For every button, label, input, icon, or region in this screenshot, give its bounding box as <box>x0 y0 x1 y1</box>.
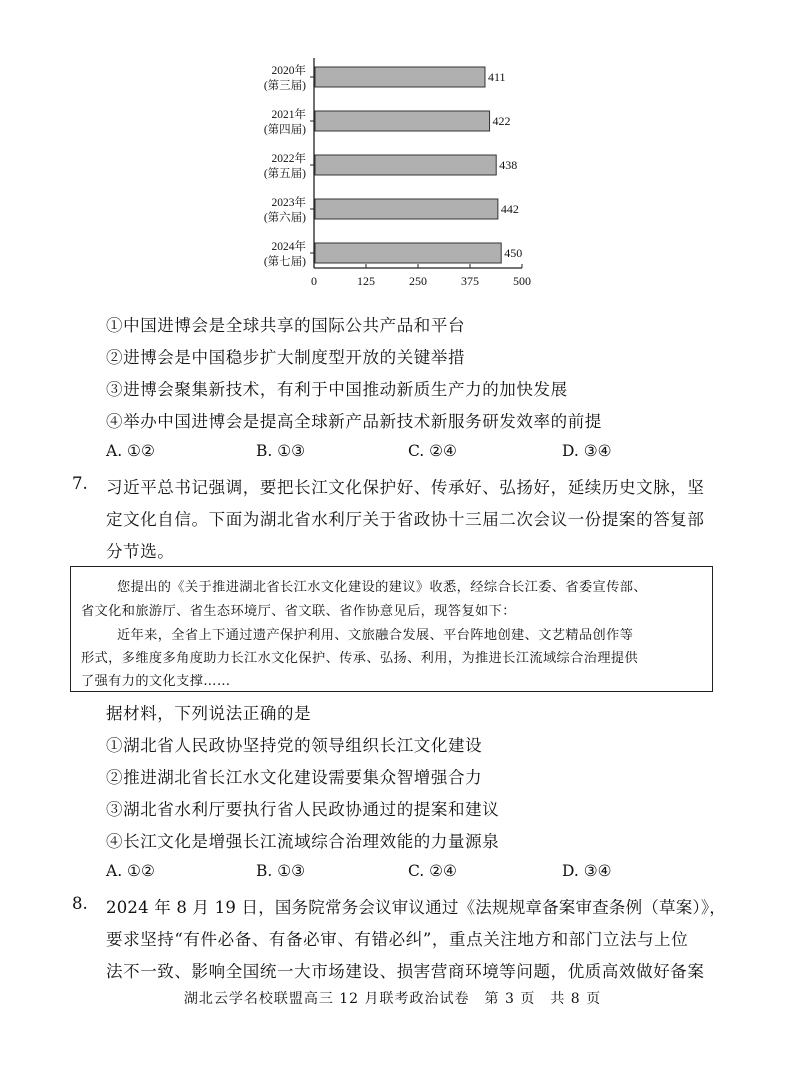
y-category-session: (第三届) <box>263 80 306 92</box>
q7-item-3: ③湖北省水利厅要执行省人民政协通过的提案和建议 <box>106 800 500 819</box>
q8-stem-line-1: 2024 年 8 月 19 日，国务院常务会议审议通过《法规规章备案审查条例（草案）》， <box>106 898 727 917</box>
material-line-5: 了强有力的文化支撑…… <box>81 674 231 689</box>
y-category-session: (第四届) <box>263 124 306 136</box>
q7-option-d[interactable]: D. ③④ <box>562 862 612 880</box>
x-tick-label: 125 <box>357 274 375 288</box>
bar <box>315 155 496 175</box>
bar-value-label: 411 <box>487 70 506 84</box>
q7-option-a[interactable]: A. ①② <box>106 862 155 880</box>
bar-value-label: 450 <box>504 246 523 260</box>
q7-stem-line-3: 分节选。 <box>106 542 175 561</box>
q7-stem-line-2: 定文化自信。下面为湖北省水利厅关于省政协十三届二次会议一份提案的答复部 <box>106 510 705 529</box>
y-category-year: 2024年 <box>271 241 306 253</box>
q7-item-4: ④长江文化是增强长江流域综合治理效能的力量源泉 <box>106 832 500 851</box>
material-line-2: 省文化和旅游厅、省生态环境厅、省文联、省作协意见后，现答复如下： <box>81 604 516 619</box>
material-line-3: 近年来，全省上下通过遗产保护利用、文旅融合发展、平台阵地创建、文艺精品创作等 <box>117 628 634 643</box>
x-tick-label: 500 <box>513 274 531 288</box>
y-category-session: (第六届) <box>263 212 306 224</box>
bar <box>315 67 485 87</box>
x-tick-label: 250 <box>409 274 427 288</box>
q6-option-c[interactable]: C. ②④ <box>408 442 457 460</box>
bar-value-label: 438 <box>499 158 518 172</box>
material-line-4: 形式，多维度多角度助力长江水文化保护、传承、弘扬、利用，为推进长江流域综合治理提供 <box>81 651 639 666</box>
y-category-year: 2020年 <box>271 65 306 77</box>
q6-item-1: ①中国进博会是全球共享的国际公共产品和平台 <box>106 316 466 335</box>
y-category-year: 2021年 <box>271 109 306 121</box>
q7-option-b[interactable]: B. ①③ <box>256 862 306 880</box>
bar-value-label: 422 <box>492 114 511 128</box>
q6-item-3: ③进博会聚集新技术，有利于中国推动新质生产力的加快发展 <box>106 380 568 399</box>
q7-item-1: ①湖北省人民政协坚持党的领导组织长江文化建设 <box>106 736 483 755</box>
bar <box>315 243 501 263</box>
q7-stem-line-1: 习近平总书记强调，要把长江文化保护好、传承好、弘扬好，延续历史文脉，坚 <box>106 478 705 497</box>
q8-stem-line-2: 要求坚持“有件必备、有备必审、有错必纠”，重点关注地方和部门立法与上位 <box>106 930 689 949</box>
material-line-1: 您提出的《关于推进湖北省长江水文化建设的建议》收悉，经综合长江委、省委宣传部、 <box>117 580 647 595</box>
y-category-year: 2022年 <box>271 153 306 165</box>
q8-number: 8. <box>72 894 88 913</box>
bar-chart <box>0 0 785 300</box>
bar-value-label: 442 <box>500 202 519 216</box>
page-footer: 湖北云学名校联盟高三 12 月联考政治试卷 第 3 页 共 8 页 <box>183 991 602 1007</box>
q6-option-d[interactable]: D. ③④ <box>562 442 612 460</box>
x-tick-label: 375 <box>461 274 479 288</box>
q6-option-b[interactable]: B. ①③ <box>256 442 306 460</box>
q7-prompt: 据材料，下列说法正确的是 <box>106 704 312 723</box>
y-category-session: (第七届) <box>263 256 306 268</box>
x-tick-label: 0 <box>311 274 317 288</box>
q7-item-2: ②推进湖北省长江水文化建设需要集众智增强合力 <box>106 768 483 787</box>
q6-option-a[interactable]: A. ①② <box>106 442 155 460</box>
q7-option-c[interactable]: C. ②④ <box>408 862 457 880</box>
y-category-session: (第五届) <box>263 168 306 180</box>
bar <box>315 199 498 219</box>
q7-number: 7. <box>72 474 88 493</box>
bar <box>315 111 490 131</box>
q6-item-2: ②进博会是中国稳步扩大制度型开放的关键举措 <box>106 348 466 367</box>
q6-item-4: ④举办中国进博会是提高全球新产品新技术新服务研发效率的前提 <box>106 412 602 431</box>
q8-stem-line-3: 法不一致、影响全国统一大市场建设、损害营商环境等问题，优质高效做好备案 <box>106 962 705 981</box>
material-box <box>70 566 713 692</box>
y-category-year: 2023年 <box>271 197 306 209</box>
